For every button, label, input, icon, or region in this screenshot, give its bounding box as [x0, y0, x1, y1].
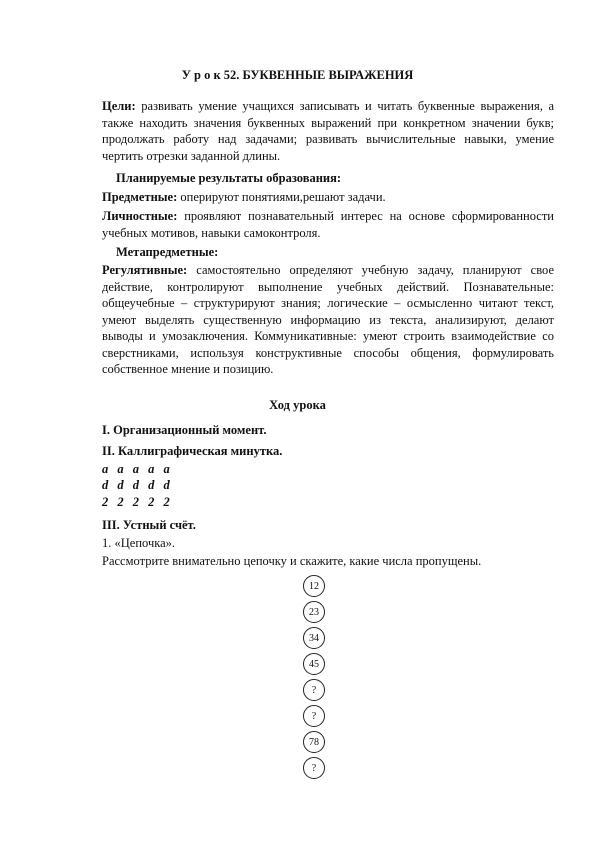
- chain-link: 23: [303, 601, 325, 623]
- personal-label: Личностные:: [102, 209, 178, 223]
- goals-paragraph: [102, 98, 554, 164]
- personal-paragraph: [102, 208, 554, 241]
- chain-link: 12: [303, 575, 325, 597]
- chain-link-missing: ?: [303, 679, 325, 701]
- subject-label: Предметные:: [102, 190, 178, 204]
- chain-link-missing: ?: [303, 757, 325, 779]
- calligraphy-row-2: 2 2 2 2 2: [102, 495, 173, 509]
- chain-link: 78: [303, 731, 325, 753]
- subject-text: оперируют понятиями,решают задачи.: [177, 190, 386, 204]
- section-oral-count: III. Устный счёт.: [102, 518, 196, 532]
- lesson-title: У р о к 52. БУКВЕННЫЕ ВЫРАЖЕНИЯ: [181, 68, 414, 82]
- section-organizational: I. Организационный момент.: [102, 423, 267, 437]
- meta-label: Регулятивные:: [102, 263, 188, 277]
- chain-link-missing: ?: [303, 705, 325, 727]
- meta-heading: Метапредметные:: [116, 245, 219, 259]
- subject-line: [102, 189, 386, 205]
- calligraphy-row-d: d d d d d: [102, 478, 173, 492]
- meta-text: самостоятельно определяют учебную задачу, планируют свое действие, контролируют выполнение учебных действий. Познавательные: общеучебные – структурируют знания; логические – осмысленно читают текст, умеют выделять существенную информацию из текста, анализируют, делают выводы и умозаключения. Коммуникативные: умеют строить взаимодействие со сверстниками, используя конструктивные способы общения, формулировать собственное мнение и позицию.: [102, 263, 554, 376]
- chain-link: 45: [303, 653, 325, 675]
- meta-paragraph: [102, 262, 554, 378]
- course-heading: Ход урока: [269, 398, 326, 412]
- number-chain: [303, 575, 327, 783]
- goals-label: Цели:: [102, 99, 136, 113]
- personal-text: проявляют познавательный интерес на основе сформированности учебных мотивов, навыки самоконтроля.: [102, 209, 554, 240]
- task-chain-title: 1. «Цепочка».: [102, 536, 176, 550]
- results-heading: Планируемые результаты образования:: [116, 171, 342, 185]
- section-calligraphy: II. Каллиграфическая минутка.: [102, 444, 283, 458]
- goals-text: развивать умение учащихся записывать и читать буквенные выражения, а также находить значения буквенных выражений при конкретном значении букв; продолжать работу над задачами; развивать вычислительные навыки, умение чертить отрезки заданной длины.: [102, 99, 554, 163]
- calligraphy-row-a: а а а а а: [102, 462, 173, 476]
- task-chain-instruction: Рассмотрите внимательно цепочку и скажите, какие числа пропущены.: [102, 554, 482, 568]
- chain-link: 34: [303, 627, 325, 649]
